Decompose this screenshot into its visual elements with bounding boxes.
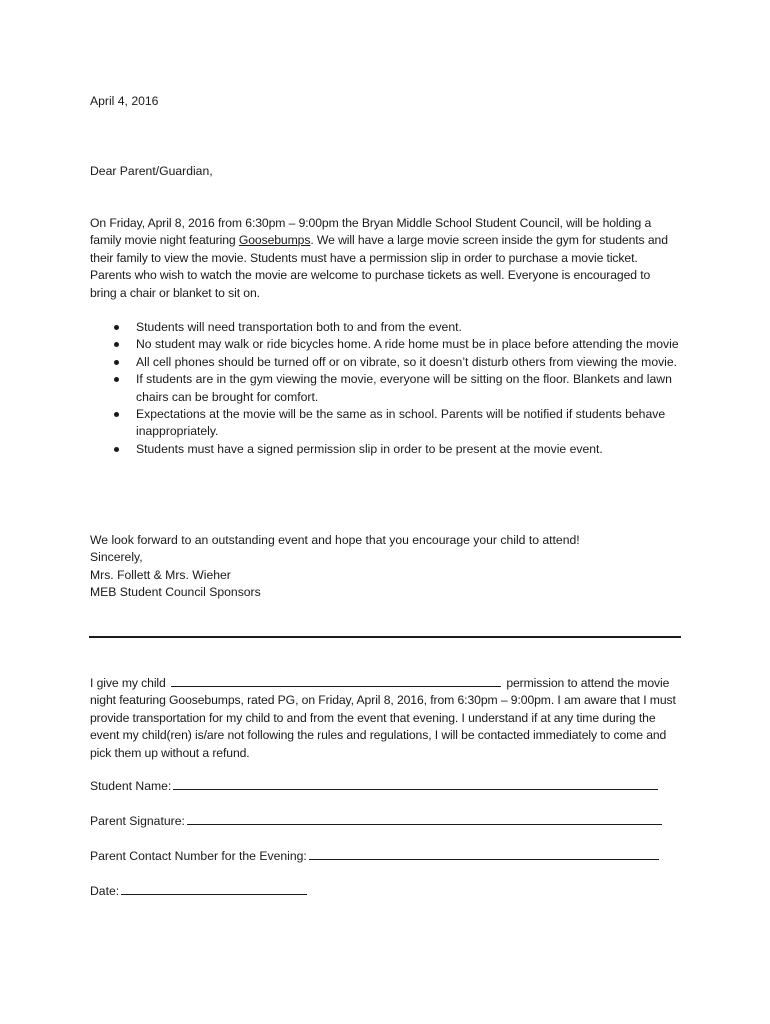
contact-number-field	[90, 847, 659, 865]
parent-signature-blank[interactable]	[187, 812, 662, 825]
cut-divider	[89, 636, 681, 638]
rule-item: All cell phones should be turned off or on vibrate, so it doesn’t disturb others from viewing the movie.	[90, 354, 680, 371]
student-name-field	[90, 777, 658, 795]
letter-date: April 4, 2016	[90, 94, 159, 108]
intro-text-end: . We will have a large movie screen inside the gym for students and their family to view the movie. Students must have a permission slip in order to purchase a movie ticket. Parents who wish to watch the movie are welcome to purchase tickets as well. Everyone is encouraged to bring a chair or blanket to sit on.	[90, 233, 668, 300]
contact-number-label: Parent Contact Number for the Evening:	[90, 849, 307, 863]
permission-lead: I give my child	[90, 676, 166, 690]
rule-item: Expectations at the movie will be the same as in school. Parents will be notified if students behave inappropriately.	[90, 406, 680, 441]
closing-section	[90, 532, 680, 602]
closing-line: We look forward to an outstanding event and hope that you encourage your child to attend!	[90, 533, 580, 547]
rule-item: No student may walk or ride bicycles home. A ride home must be in place before attending the movie	[90, 336, 680, 353]
contact-number-blank[interactable]	[309, 847, 659, 860]
parent-signature-field	[90, 812, 662, 830]
date-field	[90, 882, 307, 900]
movie-title: Goosebumps	[238, 233, 311, 248]
signers-title: MEB Student Council Sponsors	[90, 585, 261, 600]
child-name-blank[interactable]	[171, 674, 501, 687]
rule-item: Students will need transportation both to and from the event.	[90, 319, 680, 336]
rule-item: If students are in the gym viewing the movie, everyone will be sitting on the floor. Blankets and lawn chairs can be brought for comfort.	[90, 371, 680, 406]
date-blank[interactable]	[121, 882, 307, 895]
student-name-blank[interactable]	[173, 777, 658, 790]
parent-signature-label: Parent Signature:	[90, 814, 185, 828]
rules-list	[90, 319, 680, 458]
permission-body: permission to attend the movie night featuring Goosebumps, rated PG, on Friday, April 8, 2016, from 6:30pm – 9:00pm. I am aware that I must provide transportation for my child to and from the event that evening. I understand if at any time during the event my child(ren) is/are not following the rules and regulations, I will be contacted immediately to come and pick them up without a refund.	[90, 676, 676, 760]
signers: Mrs. Follett & Mrs. Wieher	[90, 567, 231, 582]
permission-paragraph	[90, 674, 680, 762]
sign-off: Sincerely,	[90, 550, 143, 565]
intro-text-start: On Friday, April 8, 2016 from 6:30pm – 9:00pm the Bryan Middle School Student Council, will be holding a family movie night featuring	[90, 216, 652, 248]
student-name-label: Student Name:	[90, 779, 172, 793]
rule-item: Students must have a signed permission slip in order to be present at the movie event.	[90, 441, 680, 458]
date-label: Date:	[90, 884, 120, 898]
salutation: Dear Parent/Guardian,	[90, 164, 213, 178]
intro-paragraph	[90, 215, 680, 302]
